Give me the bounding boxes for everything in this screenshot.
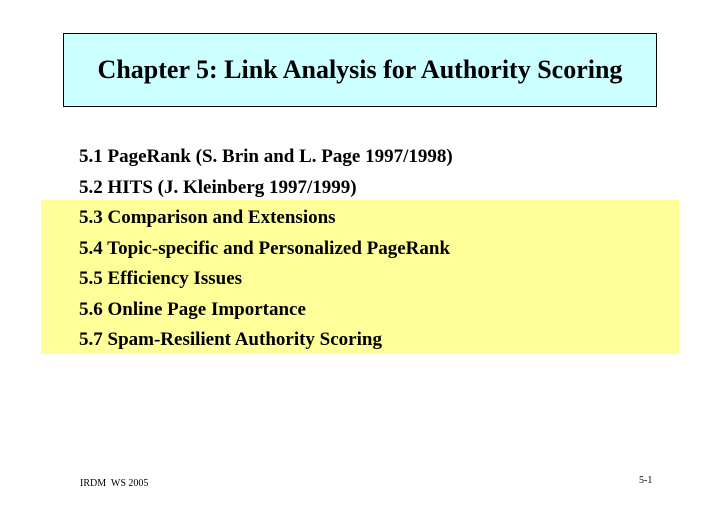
section-item-5-7: 5.7 Spam-Resilient Authority Scoring — [79, 329, 382, 350]
section-item-5-4: 5.4 Topic-specific and Personalized PageRank — [79, 237, 451, 259]
section-item-5-2: 5.2 HITS (J. Kleinberg 1997/1999) — [79, 176, 357, 198]
page-number: 5-1 — [639, 475, 653, 486]
section-item-5-5: 5.5 Efficiency Issues — [79, 268, 243, 289]
footer-course-label: IRDM WS 2005 — [80, 478, 149, 489]
section-item-5-1: 5.1 PageRank (S. Brin and L. Page 1997/1998) — [79, 146, 453, 167]
section-list — [79, 142, 453, 356]
slide-title: Chapter 5: Link Analysis for Authority Scoring — [97, 55, 623, 84]
section-item-5-6: 5.6 Online Page Importance — [79, 298, 306, 320]
slide-title-box — [63, 33, 657, 107]
section-item-5-3: 5.3 Comparison and Extensions — [79, 207, 336, 228]
